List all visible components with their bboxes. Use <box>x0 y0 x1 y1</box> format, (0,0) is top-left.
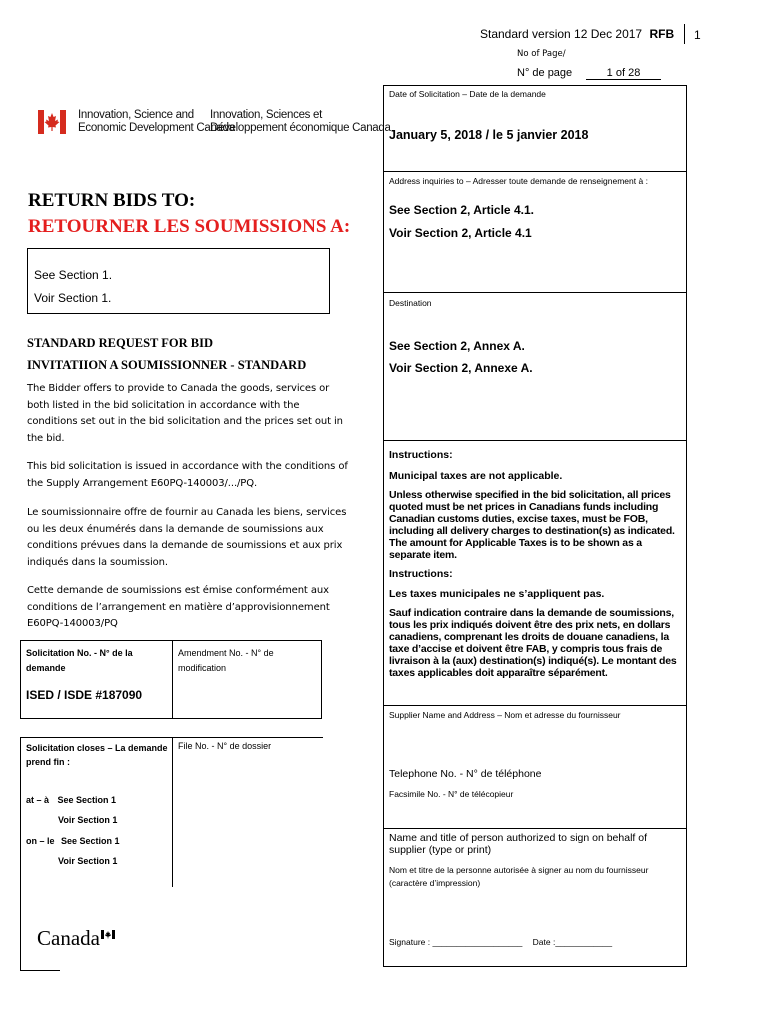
request-para4 <box>27 583 330 633</box>
address-en: See Section 2, Article 4.1. <box>389 203 534 217</box>
return-bids-line1: See Section 1. <box>34 268 113 282</box>
instr-line: separate item. <box>389 549 457 561</box>
supplier-label: Supplier Name and Address – Nom et adresse du fournisseur <box>389 710 621 720</box>
para3-line: indiqués dans la soumission. <box>27 556 168 568</box>
instr-line: livraison à la (aux) destination(s) indiqué(s). Le montant des <box>389 655 677 667</box>
instr-line: taxe d’accise et doivent être FAB, y compris tous frais de <box>389 643 663 655</box>
telephone-label: Telephone No. - N° de téléphone <box>389 768 542 780</box>
logo-fr-line2: Développement économique Canada <box>210 122 391 134</box>
para3-line: conditions prévues dans la demande de soumissions et aux prix <box>27 540 343 551</box>
label-line: Solicitation No. - N° de la <box>26 648 133 658</box>
logo-en-line1: Innovation, Science and <box>78 109 194 121</box>
facsimile-label: Facsimile No. - N° de télécopieur <box>389 789 514 799</box>
on-value-fr: Voir Section 1 <box>58 856 118 866</box>
instructions-fr-1: Les taxes municipales ne s’appliquent pas. <box>389 588 605 600</box>
no-de-page-label: N° de page <box>517 67 573 79</box>
name-line: Nom et titre de la personne autorisée à signer au nom du fournisseur <box>389 865 649 875</box>
instr-line: Unless otherwise specified in the bid solicitation, all prices <box>389 489 671 501</box>
instr-line: including all delivery charges to destination(s) as indicated. <box>389 525 675 537</box>
label-line: Solicitation closes – La demande <box>26 743 168 753</box>
instr-line: canadiens, comprenant les droits de douane canadiens, la <box>389 631 669 643</box>
destination-label: Destination <box>389 298 432 308</box>
on-value: See Section 1 <box>61 836 120 846</box>
version-text: Standard version 12 Dec 2017 <box>480 27 643 41</box>
request-para2 <box>27 459 348 492</box>
name-line: (caractère d’impression) <box>389 878 481 888</box>
return-bids-title-fr: RETOURNER LES SOUMISSIONS A: <box>28 216 351 237</box>
instr-line: Canadian customs duties, excise taxes, must be FOB, <box>389 513 648 525</box>
request-para1 <box>27 381 343 447</box>
canada-wordmark <box>37 926 100 951</box>
address-label: Address inquiries to – Adresser toute demande de renseignement à : <box>389 176 648 186</box>
canada-flag-icon <box>38 110 66 134</box>
name-line: supplier (type or print) <box>389 844 492 856</box>
on-row <box>26 836 120 846</box>
request-title-en: STANDARD REQUEST FOR BID <box>27 336 214 350</box>
date-label: Date of Solicitation – Date de la demande <box>389 89 546 99</box>
at-value-fr: Voir Section 1 <box>58 815 118 825</box>
instructions-en-2 <box>389 489 675 561</box>
para4-line: Cette demande de soumissions est émise conformément aux <box>27 585 329 596</box>
header-version <box>480 27 674 41</box>
label-line: modification <box>178 663 227 673</box>
request-para3 <box>27 505 346 571</box>
signature-row <box>389 937 612 947</box>
instructions-fr-2 <box>389 607 676 679</box>
label-line: prend fin : <box>26 757 70 767</box>
signature-label: Signature : ___________________ <box>389 937 523 947</box>
logo-en-line2: Economic Development Canada <box>78 122 235 134</box>
return-bids-line2: Voir Section 1. <box>34 291 112 305</box>
logo-text-fr <box>210 109 391 135</box>
no-of-page-label: No of Page/ <box>517 49 566 59</box>
return-bids-title-en: RETURN BIDS TO: <box>28 190 196 211</box>
on-label: on – le <box>26 836 55 846</box>
closes-label <box>26 741 168 769</box>
para1-line: the bid. <box>27 432 65 444</box>
para2-line: This bid solicitation is issued in accordance with the conditions of <box>27 461 348 472</box>
wordmark-text: Canada <box>37 926 100 950</box>
para3-line: Le soumissionnaire offre de fournir au Canada les biens, services <box>27 507 347 518</box>
at-label: at – à <box>26 795 50 805</box>
page-value: 1 of 28 <box>586 67 661 80</box>
para1-line: both listed in the bid solicitation in accordance with the <box>27 399 300 411</box>
para4-line: E60PQ-140003/PQ <box>27 618 118 629</box>
return-bids-box <box>27 248 330 314</box>
logo-fr-line1: Innovation, Sciences et <box>210 109 323 121</box>
instructions-fr-title: Instructions: <box>389 568 453 580</box>
para1-line: The Bidder offers to provide to Canada the goods, services or <box>27 383 330 394</box>
at-value: See Section 1 <box>57 795 117 805</box>
instr-line: tous les prix indiqués doivent être des prix nets, en dollars <box>389 619 671 631</box>
at-row <box>26 795 116 805</box>
label-line: Amendment No. - N° de <box>178 648 274 658</box>
label-line: demande <box>26 663 66 673</box>
solicitation-no-label <box>26 646 133 676</box>
destination-fr: Voir Section 2, Annexe A. <box>389 361 533 375</box>
instructions-en-title: Instructions: <box>389 449 453 461</box>
instr-line: quoted must be net prices in Canadians funds including <box>389 501 659 513</box>
address-fr: Voir Section 2, Article 4.1 <box>389 226 532 240</box>
name-title-fr <box>389 864 648 890</box>
solicitation-no-value: ISED / ISDE #187090 <box>26 688 143 702</box>
instr-line: Sauf indication contraire dans la demande de soumissions, <box>389 607 675 619</box>
instr-line: taxes applicables doit apparaître séparément. <box>389 667 608 679</box>
para1-line: conditions set out in the bid solicitation and the prices set out in <box>27 416 343 427</box>
file-no-label: File No. - N° de dossier <box>178 741 272 751</box>
para4-line: conditions de l’arrangement en matière d’approvisionnement <box>27 601 330 613</box>
name-title-en <box>389 832 647 856</box>
date-value: January 5, 2018 / le 5 janvier 2018 <box>389 128 589 142</box>
para2-line: the Supply Arrangement E60PQ-140003/.../PQ. <box>27 477 258 489</box>
wordmark-flag-icon <box>101 926 115 935</box>
name-line: Name and title of person authorized to sign on behalf of <box>389 832 647 844</box>
request-title-fr: INVITATIION A SOUMISSIONNER - STANDARD <box>27 358 307 372</box>
instructions-en-1: Municipal taxes are not applicable. <box>389 470 563 482</box>
rfb-label: RFB <box>649 27 675 41</box>
amendment-label <box>178 646 274 676</box>
instr-line: The amount for Applicable Taxes is to be shown as a <box>389 537 642 549</box>
page-number: 1 <box>694 28 701 42</box>
para3-line: ou les deux énumérés dans la demande de soumissions aux <box>27 523 324 535</box>
destination-en: See Section 2, Annex A. <box>389 339 525 353</box>
signature-date-label: Date :____________ <box>532 937 613 947</box>
